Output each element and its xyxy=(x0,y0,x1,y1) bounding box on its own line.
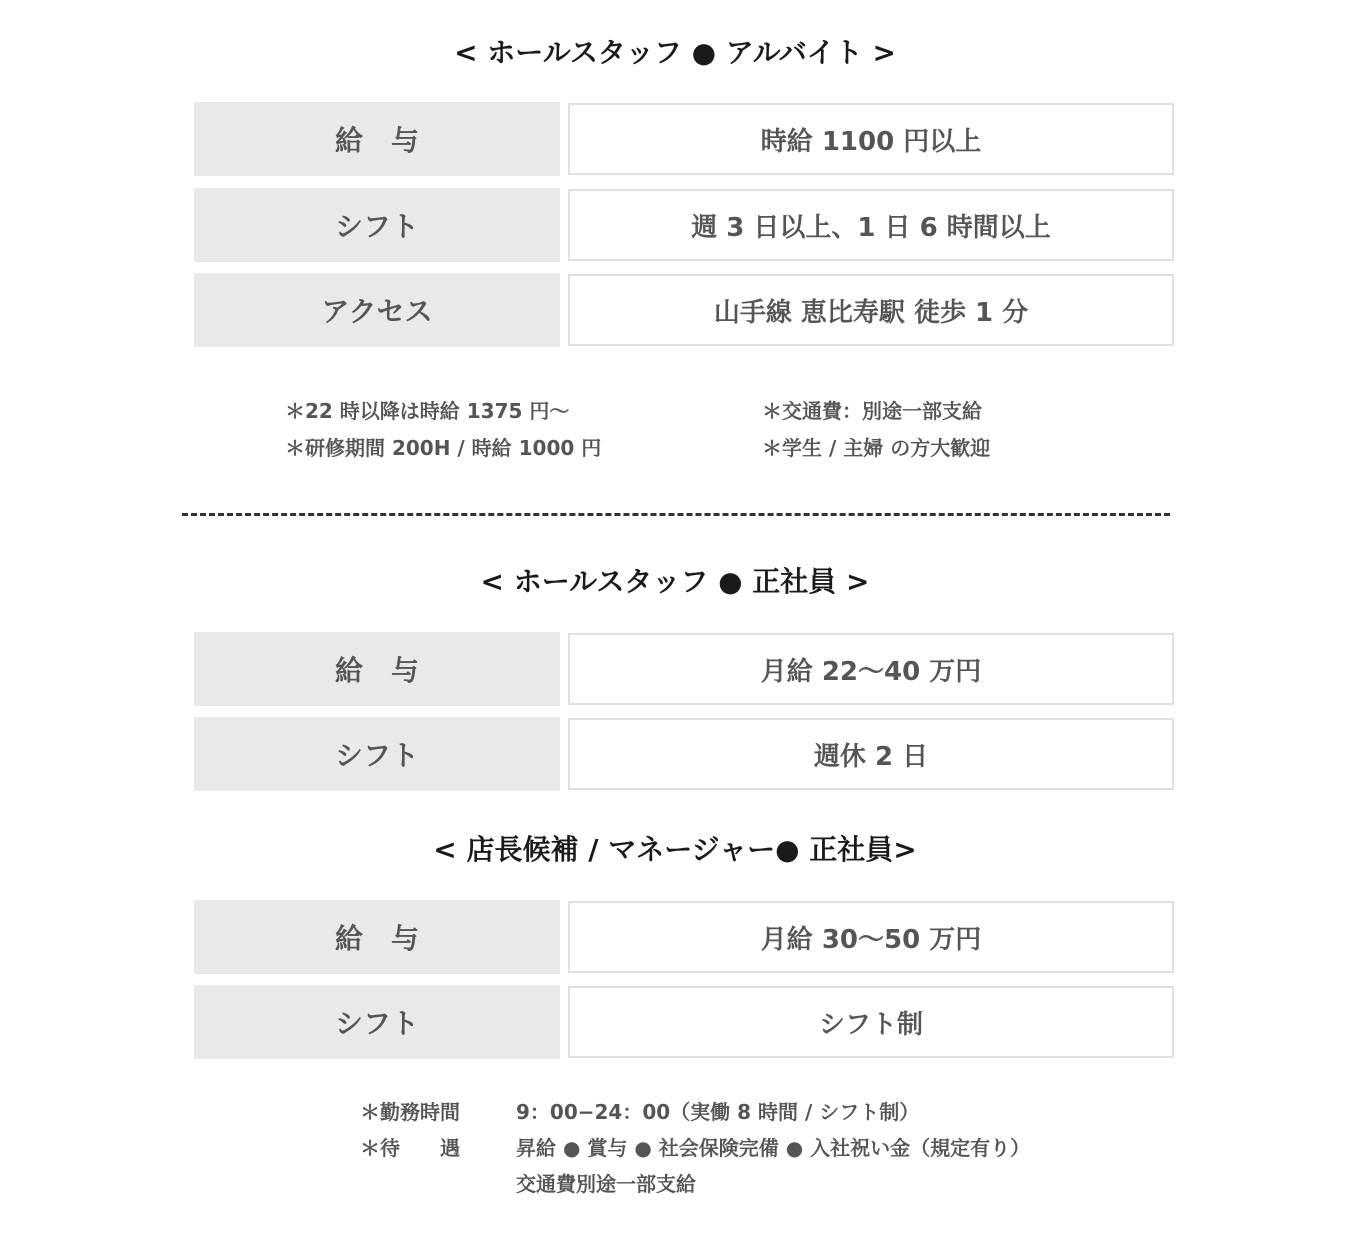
table-row-shift xyxy=(194,717,1174,791)
detail-key-working-hours: ＊勤務時間 xyxy=(360,1100,460,1124)
row-value: 山手線 恵比寿駅 徒歩 1 分 xyxy=(568,274,1174,346)
row-value: 月給 22～40 万円 xyxy=(568,633,1174,705)
row-value: 月給 30～50 万円 xyxy=(568,901,1174,973)
table-row-salary xyxy=(194,900,1174,974)
row-value: 週休 2 日 xyxy=(568,718,1174,790)
detail-value-transportation: 交通費別途一部支給 xyxy=(516,1172,696,1196)
row-label: アクセス xyxy=(194,273,560,347)
row-value: 週 3 日以上、1 日 6 時間以上 xyxy=(568,189,1174,261)
row-label: 給 与 xyxy=(194,632,560,706)
row-label: シフト xyxy=(194,188,560,262)
section-title-part-time: < ホールスタッフ ● アルバイト > xyxy=(454,36,896,69)
table-row-salary xyxy=(194,102,1174,176)
dashed-divider xyxy=(182,513,1170,516)
row-label: 給 与 xyxy=(194,102,560,176)
table-row-access xyxy=(194,273,1174,347)
note-night-wage: ＊22 時以降は時給 1375 円～ xyxy=(285,399,570,423)
row-label: 給 与 xyxy=(194,900,560,974)
row-label: シフト xyxy=(194,717,560,791)
detail-value-working-hours: 9：00−24：00（実働 8 時間 / シフト制） xyxy=(516,1100,920,1124)
row-value: シフト制 xyxy=(568,986,1174,1058)
row-value: 時給 1100 円以上 xyxy=(568,103,1174,175)
detail-key-benefits: ＊待 遇 xyxy=(360,1136,460,1160)
table-row-shift xyxy=(194,188,1174,262)
row-label: シフト xyxy=(194,985,560,1059)
section-title-full-time: < ホールスタッフ ● 正社員 > xyxy=(480,565,870,598)
section-title-manager: < 店長候補 / マネージャー● 正社員> xyxy=(433,833,917,866)
detail-value-benefits: 昇給 ● 賞与 ● 社会保険完備 ● 入社祝い金（規定有り） xyxy=(516,1136,1031,1160)
note-training-period: ＊研修期間 200H / 時給 1000 円 xyxy=(285,436,602,460)
table-row-shift xyxy=(194,985,1174,1059)
note-students-welcome: ＊学生 / 主婦 の方大歓迎 xyxy=(762,436,991,460)
table-row-salary xyxy=(194,632,1174,706)
note-transportation: ＊交通費：別途一部支給 xyxy=(762,399,982,423)
